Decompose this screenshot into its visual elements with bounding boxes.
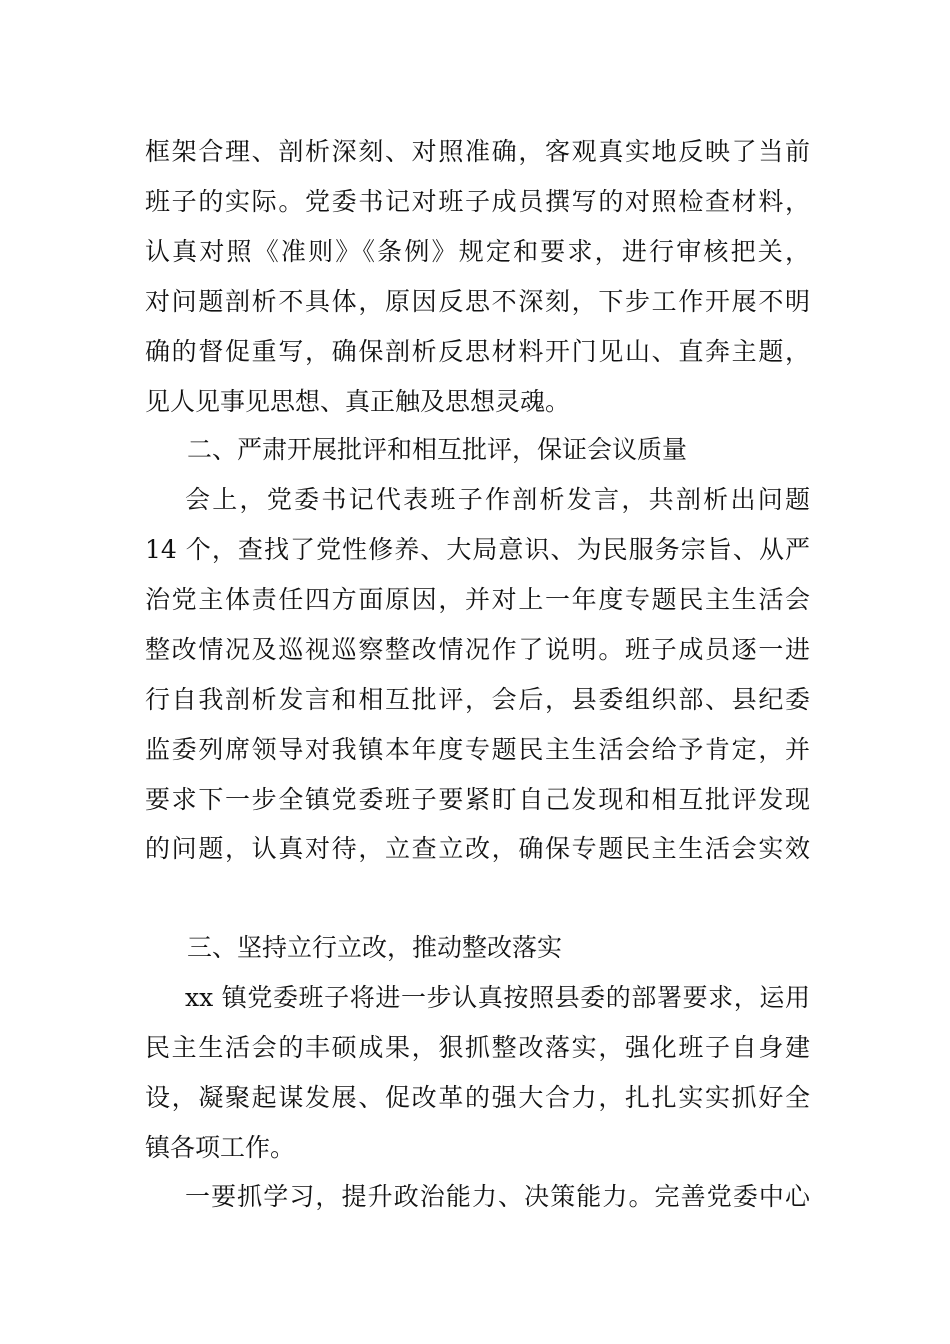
paragraph-3-line-3: 设，凝聚起谋发展、促改革的强大合力，扎扎实实抓好全 xyxy=(145,1083,810,1112)
paragraph-2-line-4: 整改情况及巡视巡察整改情况作了说明。班子成员逐一进 xyxy=(145,635,810,664)
paragraph-1-line-4: 对问题剖析不具体，原因反思不深刻，下步工作开展不明 xyxy=(145,287,810,316)
paragraph-2-line-3: 治党主体责任四方面原因，并对上一年度专题民主生活会 xyxy=(145,585,810,614)
paragraph-4-line-1: 一要抓学习，提升政治能力、决策能力。完善党委中心 xyxy=(185,1182,810,1211)
section-heading-3: 三、坚持立行立改，推动整改落实 xyxy=(187,933,563,962)
paragraph-2-line-1: 会上，党委书记代表班子作剖析发言，共剖析出问题 xyxy=(185,485,810,514)
paragraph-1-line-2: 班子的实际。党委书记对班子成员撰写的对照检查材料， xyxy=(145,187,810,216)
paragraph-2-line-6: 监委列席领导对我镇本年度专题民主生活会给予肯定，并 xyxy=(145,735,810,764)
paragraph-2-line-8: 的问题，认真对待，立查立改，确保专题民主生活会实效 xyxy=(145,834,810,863)
paragraph-2-line-2: 14 个，查找了党性修养、大局意识、为民服务宗旨、从严 xyxy=(145,535,810,564)
paragraph-1-line-5: 确的督促重写，确保剖析反思材料开门见山、直奔主题， xyxy=(145,337,810,366)
section-heading-2: 二、严肃开展批评和相互批评，保证会议质量 xyxy=(187,435,688,464)
paragraph-3-line-1: xx 镇党委班子将进一步认真按照县委的部署要求，运用 xyxy=(185,983,810,1012)
paragraph-2-line-7: 要求下一步全镇党委班子要紧盯自己发现和相互批评发现 xyxy=(145,785,810,814)
paragraph-2-line-5: 行自我剖析发言和相互批评，会后，县委组织部、县纪委 xyxy=(145,685,810,714)
paragraph-1-line-6: 见人见事见思想、真正触及思想灵魂。 xyxy=(145,387,571,416)
paragraph-3-line-4: 镇各项工作。 xyxy=(145,1133,296,1162)
paragraph-1-line-1: 框架合理、剖析深刻、对照准确，客观真实地反映了当前 xyxy=(145,137,810,166)
paragraph-3-line-2: 民主生活会的丰硕成果，狠抓整改落实，强化班子自身建 xyxy=(145,1033,810,1062)
paragraph-1-line-3: 认真对照《准则》《条例》规定和要求，进行审核把关， xyxy=(145,237,810,266)
